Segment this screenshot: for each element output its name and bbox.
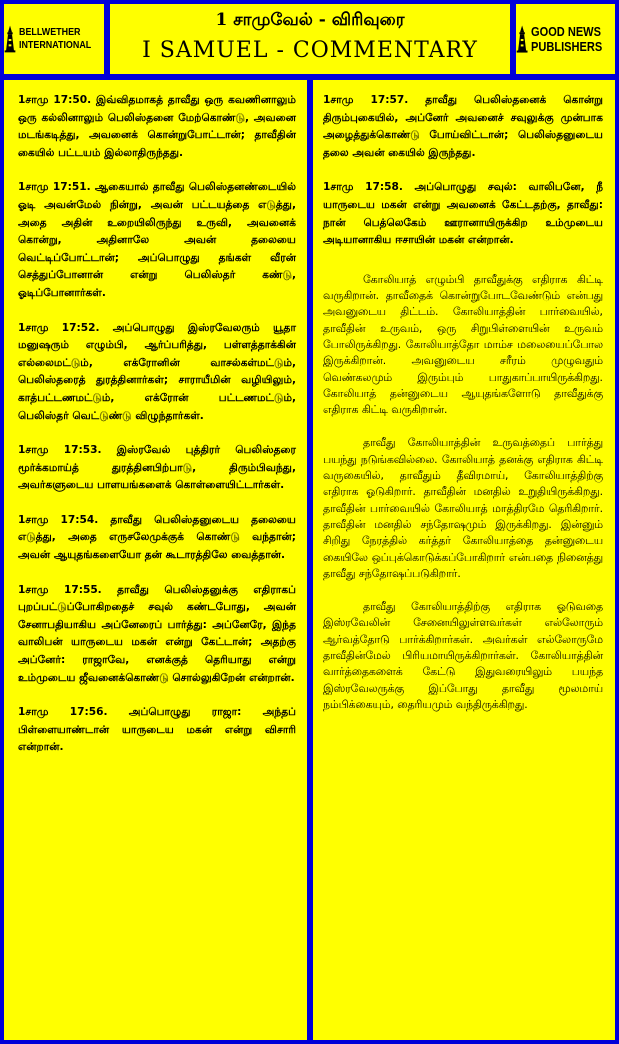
page-title-box bbox=[110, 4, 510, 74]
page-title-tamil: 1 சாமுவேல் - விரிவுரை bbox=[215, 10, 405, 30]
commentary-paragraph: தாவீது கோலியாத்திற்கு எதிராக ஓடுவதை இஸ்ரவேலின் சேனையிலுள்ளவர்கள் எல்லோரும் ஆர்வத்தோடு பார்க்கிறார்கள். அவர்கள் எல்லோருமே தாவீதின்மேல் பிரியமாயிருக்கிறார்கள். கோலியாத்தின் வார்த்தைகளைக் கேட்டு இதுவரையிலும் பயந்த இஸ்ரவேலருக்கு இப்போது தாவீது மூலமாய் நம்பிக்கையும், தைரியமும் வந்திருக்கிறது. bbox=[323, 600, 603, 711]
tower-icon bbox=[516, 19, 528, 59]
verse-17-50: 1சாமு 17:50. இவ்விதமாகத் தாவீது ஒரு கவணினாலும் ஒரு கல்லினாலும் பெலிஸ்தனை மேற்கொண்டு, அவனை மடங்கடித்து, அவனைக் கொன்றுபோட்டான்; தாவீதின் கையில் பட்டயம் இல்லாதிருந்தது. bbox=[18, 94, 296, 159]
verse-17-52: 1சாமு 17:52. அப்பொழுது இஸ்ரவேலரும் யூதா மனுஷரும் எழும்பி, ஆர்ப்பரித்து, பள்ளத்தாக்கின் எல்லைமட்டும், எக்ரோனின் வாசல்கள்மட்டும், பெலிஸ்தரைத் துரத்தினார்கள்; சாராயீமின் வழியிலும், காத்பட்டணமட்டும், எக்ரோன் பட்டணமட்டும், பெலிஸ்தர் வெட்டுண்டு விழுந்தார்கள். bbox=[18, 321, 296, 422]
verse-17-55: 1சாமு 17:55. தாவீது பெலிஸ்தனுக்கு எதிராகப் புறப்பட்டுப்போகிறதைச் சவுல் கண்டபோது, அவன் சேனாபதியாகிய அப்னேரைப் பார்த்து: அப்னேரே, இந்த வாலிபன் யாருடைய மகன் என்று கேட்டான்; அதற்கு அப்னேர்: ராஜாவே, எனக்குத் தெரியாது என்று உம்முடைய ஜீவனைக்கொண்டு சொல்லுகிறேன் என்றான். bbox=[18, 583, 296, 684]
verse-17-58: 1சாமு 17:58. அப்பொழுது சவுல்: வாலிபனே, நீ யாருடைய மகன் என்று அவனைக் கேட்டதற்கு, தாவீது: நான் பெத்லெகேம் ஊரானாயிருக்கிற உம்முடைய அடியானாகிய ஈசாயின் மகன் என்றான். bbox=[323, 181, 603, 247]
verse-17-57: 1சாமு 17:57. தாவீது பெலிஸ்தனைக் கொன்று திரும்புகையில், அப்னேர் அவனைச் சவுலுக்கு முன்பாக அழைத்துக்கொண்டு போய்விட்டான்; பெலிஸ்தனுடைய தலை அவன் கையில் இருந்தது. bbox=[323, 94, 603, 159]
verse-17-51: 1சாமு 17:51. ஆகையால் தாவீது பெலிஸ்தனண்டையில் ஓடி அவன்மேல் நின்று, அவன் பட்டயத்தை எடுத்து, அதை அதின் உறையிலிருந்து உருவி, அவனைக் கொன்று, அதினாலே அவன் தலையை வெட்டிப்போட்டான்; அப்பொழுது தங்கள் வீரன் செத்துப்போனான் என்று பெலிஸ்தர் கண்டு, ஓடிப்போனார்கள். bbox=[18, 181, 296, 299]
right-column bbox=[313, 80, 615, 1040]
verse-17-54: 1சாமு 17:54. தாவீது பெலிஸ்தனுடைய தலையை எடுத்து, அதை எருசலேமுக்குக் கொண்டு வந்தான்; அவன் ஆயுதங்களையோ தன் கூடாரத்திலே வைத்தான். bbox=[18, 513, 296, 562]
commentary-paragraph: கோலியாத் எழும்பி தாவீதுக்கு எதிராக கிட்டி வருகிறான். தாவீதைக் கொன்றுபோடவேண்டும் என்பது அவனுடைய திட்டம். கோலியாத்தின் பார்வையில், தாவீதின் உருவம், ஒரு சிறுபிள்ளையின் உருவம் போலிருக்கிறது. கோலியாத்தோ மாம்ச மலையைப்போல இருக்கிறான். அவனுடைய சரீரம் முழுவதும் வெண்கலமும் இரும்பும் பாதுகாப்பாயிருக்கிறது. கோலியாத் தன்னுடைய ஆயுதங்களோடு தாவீதுக்கு எதிராக கிட்டி வருகிறான். bbox=[323, 272, 603, 417]
tower-icon bbox=[4, 19, 16, 59]
verse-17-53: 1சாமு 17:53. இஸ்ரவேல் புத்திரர் பெலிஸ்தரை மூர்க்கமாய்த் துரத்தினபிற்பாடு, திரும்பிவந்து, அவர்களுடைய பாளயங்களைக் கொள்ளையிட்டார்கள். bbox=[18, 444, 296, 492]
verse-17-56: 1சாமு 17:56. அப்பொழுது ராஜா: அந்தப் பிள்ளையாண்டான் யாருடைய மகன் என்று விசாரி என்றான். bbox=[18, 706, 296, 754]
logo-right-line2: PUBLISHERS bbox=[531, 39, 603, 54]
logo-left-line2: INTERNATIONAL bbox=[19, 39, 92, 51]
publisher-logo-left bbox=[4, 4, 104, 74]
page-title-english: I SAMUEL - COMMENTARY bbox=[142, 38, 478, 63]
logo-left-line1: BELLWETHER bbox=[19, 26, 81, 38]
logo-right-line1: GOOD NEWS bbox=[531, 24, 602, 39]
publisher-logo-right bbox=[516, 4, 615, 74]
commentary-paragraph: தாவீது கோலியாத்தின் உருவத்தைப் பார்த்து பயந்து நடுங்கவில்லை. கோலியாத் தனக்கு எதிராக கிட்டி வருகையில், தாவீதும் தீவிரமாய், கோலியாத்திற்கு எதிராக ஓடுகிறார். தாவீதின் மனதில் உறுதியிருக்கிறது. தாவீதின் பார்வையில் கோலியாத் மாத்திரமே தெரிகிறார். தாவீதின் மனதில் சந்தோஷமும் இருக்கிறது. இன்னும் சிறிது நேரத்தில் கர்த்தர் கோலியாத்தை தன்னுடைய கையிலே ஒப்புக்கொடுக்கப்போகிறார் என்பதை நினைத்து தாவீது சந்தோஷப்படுகிறார். bbox=[323, 436, 603, 580]
left-column bbox=[4, 80, 307, 1040]
